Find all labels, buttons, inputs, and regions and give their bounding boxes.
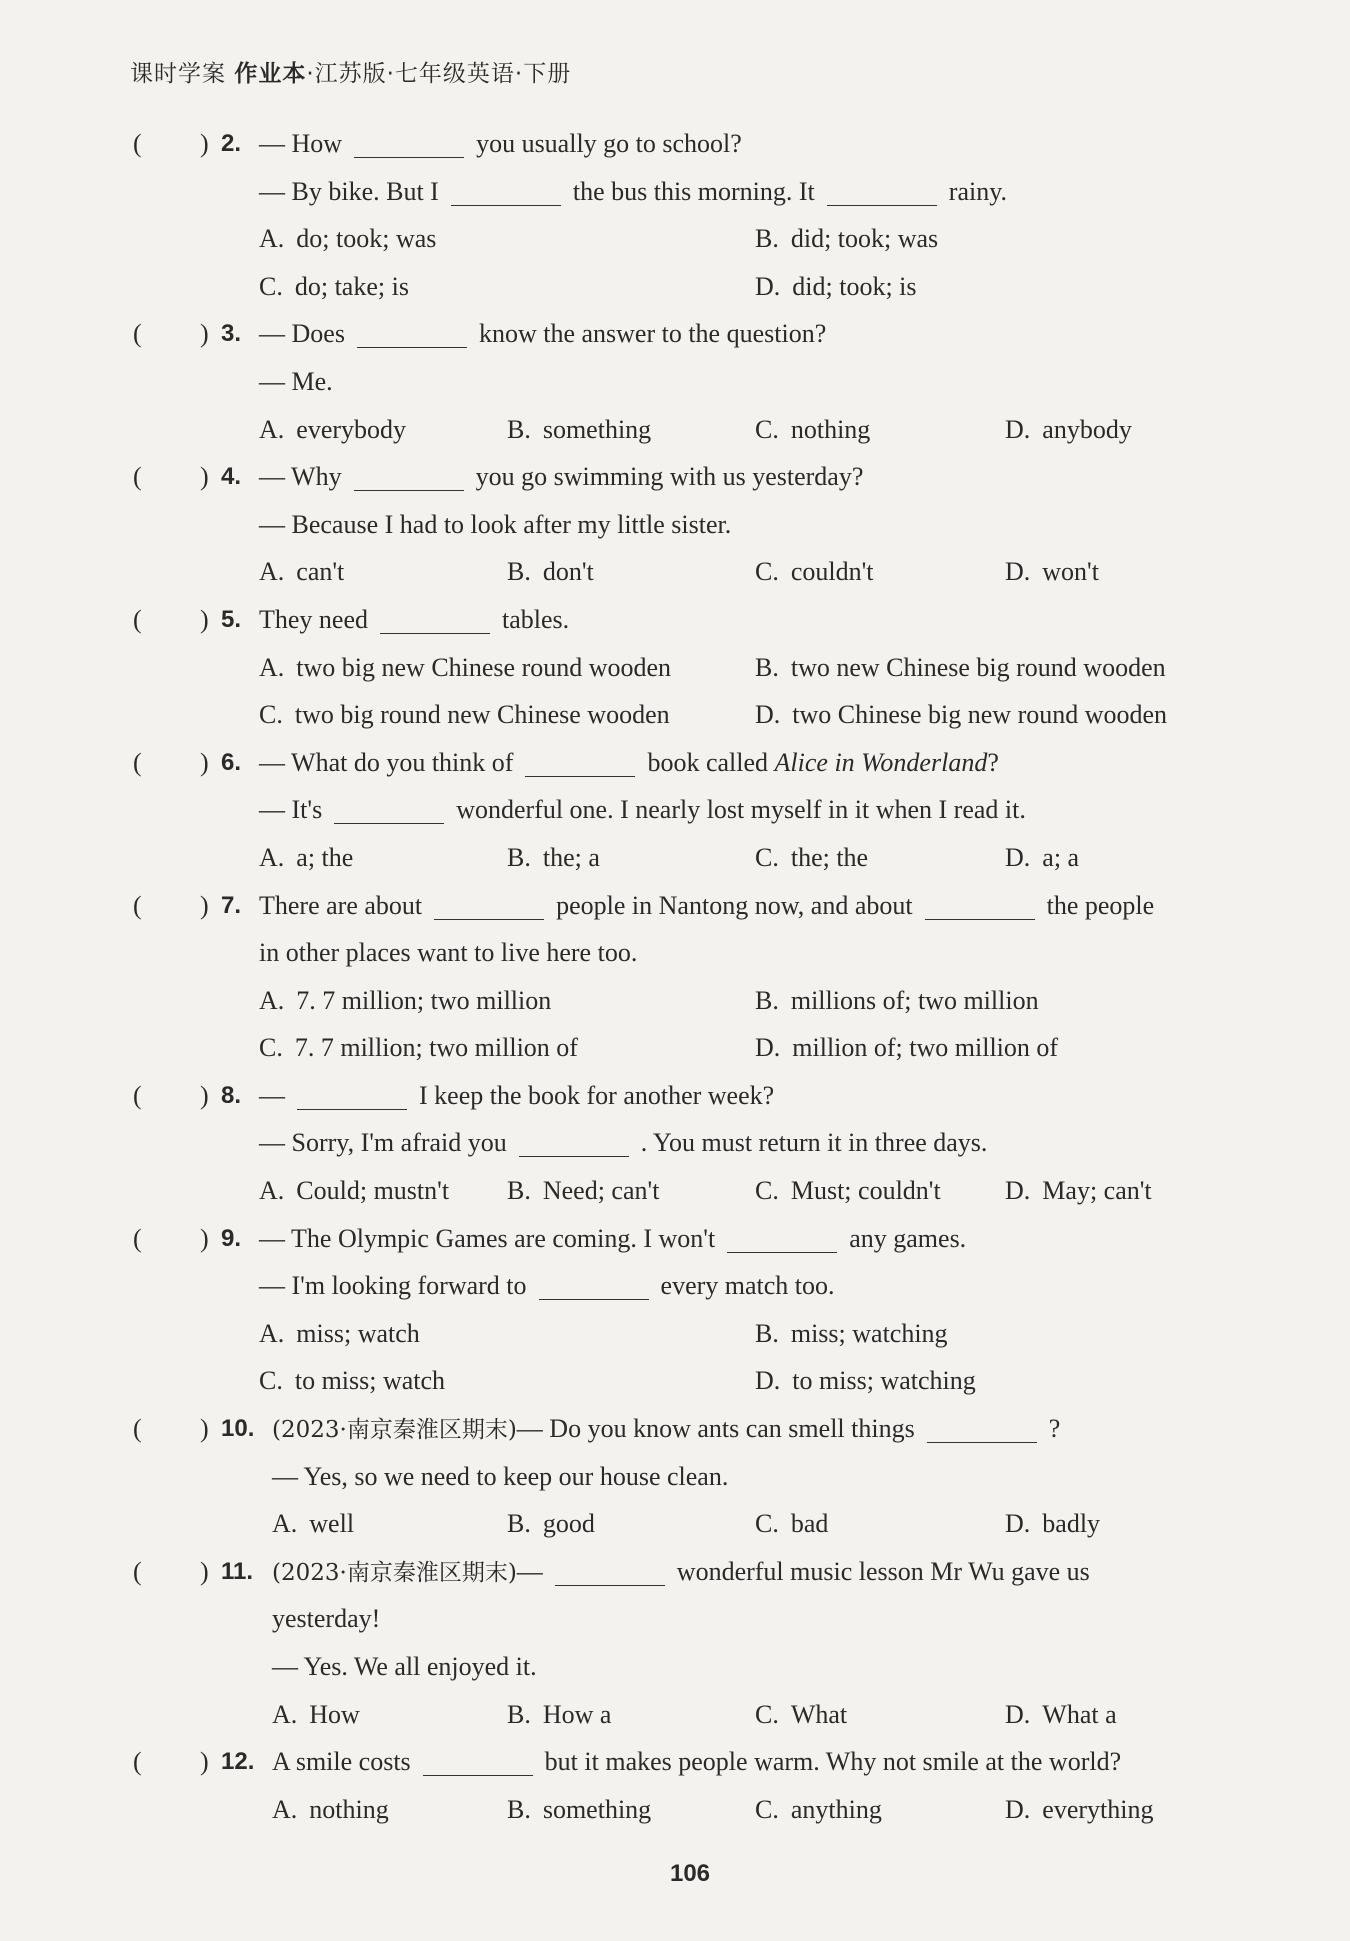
option-b: B. something — [507, 1794, 652, 1824]
option-a: A. well — [272, 1509, 355, 1539]
option-c: C. couldn't — [755, 557, 874, 587]
option-d: D. two Chinese big new round wooden — [755, 700, 1168, 730]
answer-blank — [539, 1297, 649, 1300]
header-book: 作业本 — [234, 61, 307, 87]
question-text: (2023·南京秦淮区期末)— Do you know ants can smell things ? — [272, 1414, 1061, 1444]
question-text: A smile costs but it makes people warm. Why not smile at the world? — [272, 1747, 1122, 1777]
answer-paren-left: ( — [133, 462, 142, 492]
option-c: C. anything — [755, 1794, 882, 1824]
page-header — [130, 55, 571, 88]
option-a: A. do; took; was — [259, 224, 437, 254]
answer-blank — [451, 203, 561, 206]
question-number: 2. — [221, 130, 242, 157]
option-a: A. How — [272, 1699, 360, 1729]
question-3 — [0, 310, 1350, 453]
option-d: D. What a — [1005, 1699, 1117, 1729]
answer-paren-right: ) — [200, 1747, 209, 1777]
option-b: B. did; took; was — [755, 224, 939, 254]
option-a: A. can't — [259, 557, 345, 587]
answer-blank — [380, 631, 490, 634]
answer-paren-right: ) — [200, 604, 209, 634]
question-source: (2023·南京秦淮区期末) — [272, 1559, 517, 1586]
answer-paren-right: ) — [200, 1556, 209, 1586]
option-c: C. What — [755, 1699, 848, 1729]
option-c: C. nothing — [755, 414, 871, 444]
option-a: A. 7. 7 million; two million — [259, 985, 552, 1015]
header-edition: ·江苏版·七年级英语·下册 — [306, 61, 572, 87]
book-title: Alice in Wonderland — [774, 747, 988, 777]
option-b: B. miss; watching — [755, 1318, 948, 1348]
answer-paren-right: ) — [200, 890, 209, 920]
question-text-line: — Yes, so we need to keep our house clean. — [272, 1461, 729, 1491]
answer-blank — [354, 488, 464, 491]
answer-paren-right: ) — [200, 1080, 209, 1110]
question-list — [0, 120, 1350, 1833]
question-text: There are about people in Nantong now, and about the people — [259, 890, 1155, 920]
option-d: D. a; a — [1005, 842, 1080, 872]
question-text-line: yesterday! — [272, 1604, 381, 1634]
option-c: C. Must; couldn't — [755, 1176, 941, 1206]
question-text: — Does know the answer to the question? — [259, 319, 827, 349]
question-8 — [0, 1072, 1350, 1215]
option-d: D. won't — [1005, 557, 1099, 587]
answer-blank — [434, 917, 544, 920]
answer-blank — [555, 1583, 665, 1586]
question-9 — [0, 1215, 1350, 1405]
answer-paren-left: ( — [133, 890, 142, 920]
question-4 — [0, 453, 1350, 596]
answer-paren-right: ) — [200, 747, 209, 777]
question-6 — [0, 739, 1350, 882]
option-a: A. two big new Chinese round wooden — [259, 652, 672, 682]
answer-paren-left: ( — [133, 1080, 142, 1110]
option-d: D. badly — [1005, 1509, 1101, 1539]
option-c: C. 7. 7 million; two million of — [259, 1033, 578, 1063]
option-b: B. millions of; two million — [755, 985, 1039, 1015]
answer-blank — [727, 1250, 837, 1253]
question-text-line: — Sorry, I'm afraid you . You must return it in three days. — [259, 1128, 988, 1158]
option-c: C. do; take; is — [259, 271, 409, 301]
question-text: — How you usually go to school? — [259, 129, 742, 158]
question-number: 8. — [221, 1081, 242, 1109]
question-number: 11. — [221, 1557, 254, 1585]
option-d: D. to miss; watching — [755, 1366, 976, 1396]
option-c: C. the; the — [755, 842, 869, 872]
question-number: 12. — [221, 1748, 255, 1776]
answer-paren-left: ( — [133, 1747, 142, 1777]
answer-blank — [525, 774, 635, 777]
answer-paren-left: ( — [133, 1223, 142, 1253]
question-number: 9. — [221, 1224, 242, 1252]
option-d: D. May; can't — [1005, 1176, 1152, 1206]
answer-blank — [827, 203, 937, 206]
option-b: B. something — [507, 414, 652, 444]
question-number: 5. — [221, 605, 242, 633]
answer-blank — [334, 821, 444, 824]
answer-paren-left: ( — [133, 319, 142, 349]
option-c: C. two big round new Chinese wooden — [259, 700, 670, 730]
answer-blank — [519, 1154, 629, 1157]
question-number: 4. — [221, 463, 242, 491]
option-a: A. Could; mustn't — [259, 1176, 450, 1206]
answer-blank — [423, 1773, 533, 1776]
answer-blank — [925, 917, 1035, 920]
option-a: A. everybody — [259, 414, 407, 444]
question-5 — [0, 596, 1350, 739]
header-series: 课时学案 — [130, 61, 235, 87]
question-text-line: in other places want to live here too. — [259, 938, 638, 968]
answer-paren-right: ) — [200, 129, 209, 158]
option-c: C. bad — [755, 1509, 829, 1539]
question-text-line: — By bike. But I the bus this morning. It rainy. — [259, 176, 1008, 206]
question-text-line: — I'm looking forward to every match too. — [259, 1271, 835, 1301]
option-b: B. Need; can't — [507, 1176, 660, 1206]
option-b: B. good — [507, 1509, 595, 1539]
option-d: D. everything — [1005, 1794, 1154, 1824]
option-c: C. to miss; watch — [259, 1366, 446, 1396]
option-b: B. the; a — [507, 842, 600, 872]
question-text-line: — Me. — [259, 366, 333, 396]
question-text: (2023·南京秦淮区期末)— wonderful music lesson Mr Wu gave us — [272, 1556, 1090, 1586]
question-text: — I keep the book for another week? — [259, 1080, 775, 1110]
answer-blank — [927, 1440, 1037, 1443]
answer-paren-left: ( — [133, 747, 142, 777]
question-text: — Why you go swimming with us yesterday? — [259, 462, 864, 492]
question-number: 10. — [221, 1415, 255, 1443]
option-a: A. miss; watch — [259, 1318, 420, 1348]
question-11 — [0, 1548, 1350, 1738]
answer-paren-right: ) — [200, 1414, 209, 1444]
question-text: They need tables. — [259, 604, 570, 634]
question-number: 6. — [221, 748, 242, 776]
question-2 — [0, 120, 1350, 310]
option-d: D. did; took; is — [755, 271, 917, 301]
option-d: D. million of; two million of — [755, 1033, 1059, 1063]
option-b: B. don't — [507, 557, 594, 587]
answer-paren-left: ( — [133, 129, 142, 158]
option-a: A. a; the — [259, 842, 354, 872]
answer-blank — [354, 155, 464, 158]
question-number: 3. — [221, 320, 242, 348]
page-number: 106 — [669, 1860, 711, 1887]
question-source: (2023·南京秦淮区期末) — [272, 1417, 517, 1444]
question-text: — The Olympic Games are coming. I won't any games. — [259, 1223, 967, 1253]
question-12 — [0, 1738, 1350, 1833]
answer-paren-right: ) — [200, 319, 209, 349]
option-b: B. How a — [507, 1699, 612, 1729]
question-7 — [0, 882, 1350, 1072]
option-d: D. anybody — [1005, 414, 1132, 444]
answer-paren-left: ( — [133, 604, 142, 634]
answer-paren-right: ) — [200, 462, 209, 492]
answer-blank — [357, 345, 467, 348]
question-number: 7. — [221, 891, 242, 919]
option-a: A. nothing — [272, 1794, 389, 1824]
question-10 — [0, 1405, 1350, 1548]
answer-paren-left: ( — [133, 1414, 142, 1444]
question-text-line: — Because I had to look after my little sister. — [259, 509, 732, 539]
answer-paren-left: ( — [133, 1556, 142, 1586]
question-text-line: — It's wonderful one. I nearly lost myself in it when I read it. — [259, 795, 1026, 825]
answer-paren-right: ) — [200, 1223, 209, 1253]
answer-blank — [297, 1107, 407, 1110]
question-text: — What do you think of book called Alice in Wonderland? — [259, 747, 999, 777]
option-b: B. two new Chinese big round wooden — [755, 652, 1166, 682]
question-text-line: — Yes. We all enjoyed it. — [272, 1652, 537, 1681]
